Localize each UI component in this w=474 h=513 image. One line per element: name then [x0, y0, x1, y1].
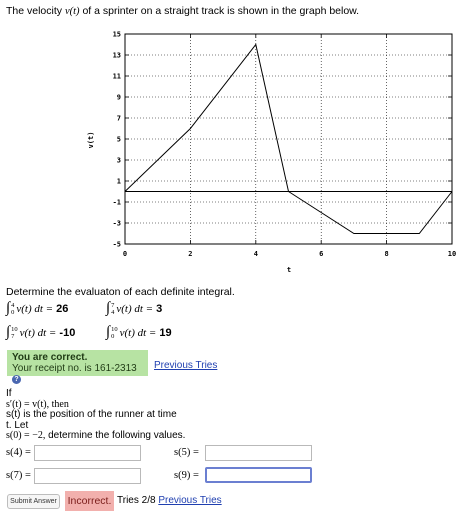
x-tick-label: 4 [253, 250, 258, 258]
y-tick-label: 9 [116, 93, 121, 102]
s5-label: s(5) = [174, 447, 199, 458]
receipt-number: Your receipt no. is 161-2313 [12, 363, 137, 374]
integral-sign-icon: ∫ [106, 300, 111, 316]
incorrect-badge: Incorrect. [65, 491, 114, 511]
x-tick-label: 0 [122, 250, 128, 258]
y-axis-label: v(t) [87, 131, 95, 149]
y-tick-label: -1 [112, 198, 121, 207]
plot-ticks [113, 31, 457, 259]
intro-text-end: of a sprinter on a straight track is shown in the graph below. [79, 5, 360, 17]
lower-limit: 0 [11, 309, 15, 317]
plot-series [125, 45, 452, 234]
y-tick-label: 7 [116, 114, 121, 123]
x-tick-label: 6 [319, 250, 324, 258]
part2-line-5: determine the following values. [45, 430, 186, 441]
plot-frame [125, 34, 452, 244]
upper-limit: 10 [111, 326, 118, 334]
part2-line-2: s′(t) = v(t), then [6, 398, 69, 410]
s7-label: s(7) = [6, 470, 31, 481]
y-tick-label: -5 [112, 240, 121, 249]
y-tick-label: 11 [112, 72, 121, 81]
plot-border [125, 34, 452, 244]
part2-line-1: If [6, 388, 12, 399]
upper-limit: 7 [111, 302, 115, 310]
x-tick-label: 10 [447, 250, 457, 258]
previous-tries-link-part2[interactable]: Previous Tries [158, 495, 222, 506]
intro-function: v(t) [64, 6, 80, 17]
y-tick-label: 1 [116, 177, 121, 186]
integral-answer: 26 [56, 303, 69, 315]
s4-label: s(4) = [6, 447, 31, 458]
integral-answer: 3 [156, 303, 163, 315]
y-tick-label: -3 [112, 219, 121, 228]
lower-limit: 7 [11, 333, 15, 341]
correct-feedback-box [7, 350, 148, 383]
y-tick-label: 15 [112, 30, 121, 39]
velocity-line [125, 45, 452, 234]
integrand: v(t) dt = [16, 303, 54, 315]
s5-input[interactable] [205, 445, 312, 461]
part2-description [6, 389, 185, 442]
integral-answer: 19 [159, 327, 172, 339]
integrand: v(t) dt = [119, 327, 157, 339]
x-tick-label: 8 [384, 250, 389, 258]
x-axis-label: t [286, 266, 292, 274]
integrals-prompt: Determine the evaluaton of each definite integral. [6, 286, 235, 298]
tries-count: Tries 2/8 [117, 495, 156, 506]
integral-0-10 [106, 324, 172, 341]
y-tick-label: 5 [116, 135, 121, 144]
tries-info [117, 495, 222, 506]
integral-0-4 [6, 300, 68, 317]
s9-input[interactable] [205, 467, 312, 483]
y-tick-label: 13 [112, 51, 121, 60]
integrand: v(t) dt = [116, 303, 154, 315]
help-icon[interactable]: ? [12, 375, 21, 384]
integral-7-10 [6, 324, 75, 341]
part2-line-4: t. Let [6, 419, 29, 431]
previous-tries-link-part1[interactable]: Previous Tries [154, 360, 218, 371]
x-tick-label: 2 [188, 250, 193, 258]
s7-input[interactable] [34, 468, 141, 484]
integral-sign-icon: ∫ [6, 324, 11, 340]
integral-sign-icon: ∫ [6, 300, 11, 316]
integrand: v(t) dt = [19, 327, 57, 339]
initial-condition: s(0) = −2, [6, 430, 46, 441]
integral-answer: -10 [59, 327, 76, 339]
lower-limit: 0 [111, 333, 115, 341]
upper-limit: 4 [11, 302, 15, 310]
s9-label: s(9) = [174, 470, 199, 481]
s4-input[interactable] [34, 445, 141, 461]
intro-text: The velocity [6, 5, 65, 17]
integral-sign-icon: ∫ [106, 324, 111, 340]
part2-line-3: s(t) is the position of the runner at time [6, 409, 177, 420]
feedback-title: You are correct. [12, 352, 88, 363]
submit-answer-button[interactable]: Submit Answer [7, 494, 60, 509]
plot-grid [125, 34, 452, 244]
lower-limit: 4 [111, 309, 115, 317]
integral-4-7 [106, 300, 162, 317]
upper-limit: 10 [11, 326, 18, 334]
y-tick-label: 3 [116, 156, 121, 165]
